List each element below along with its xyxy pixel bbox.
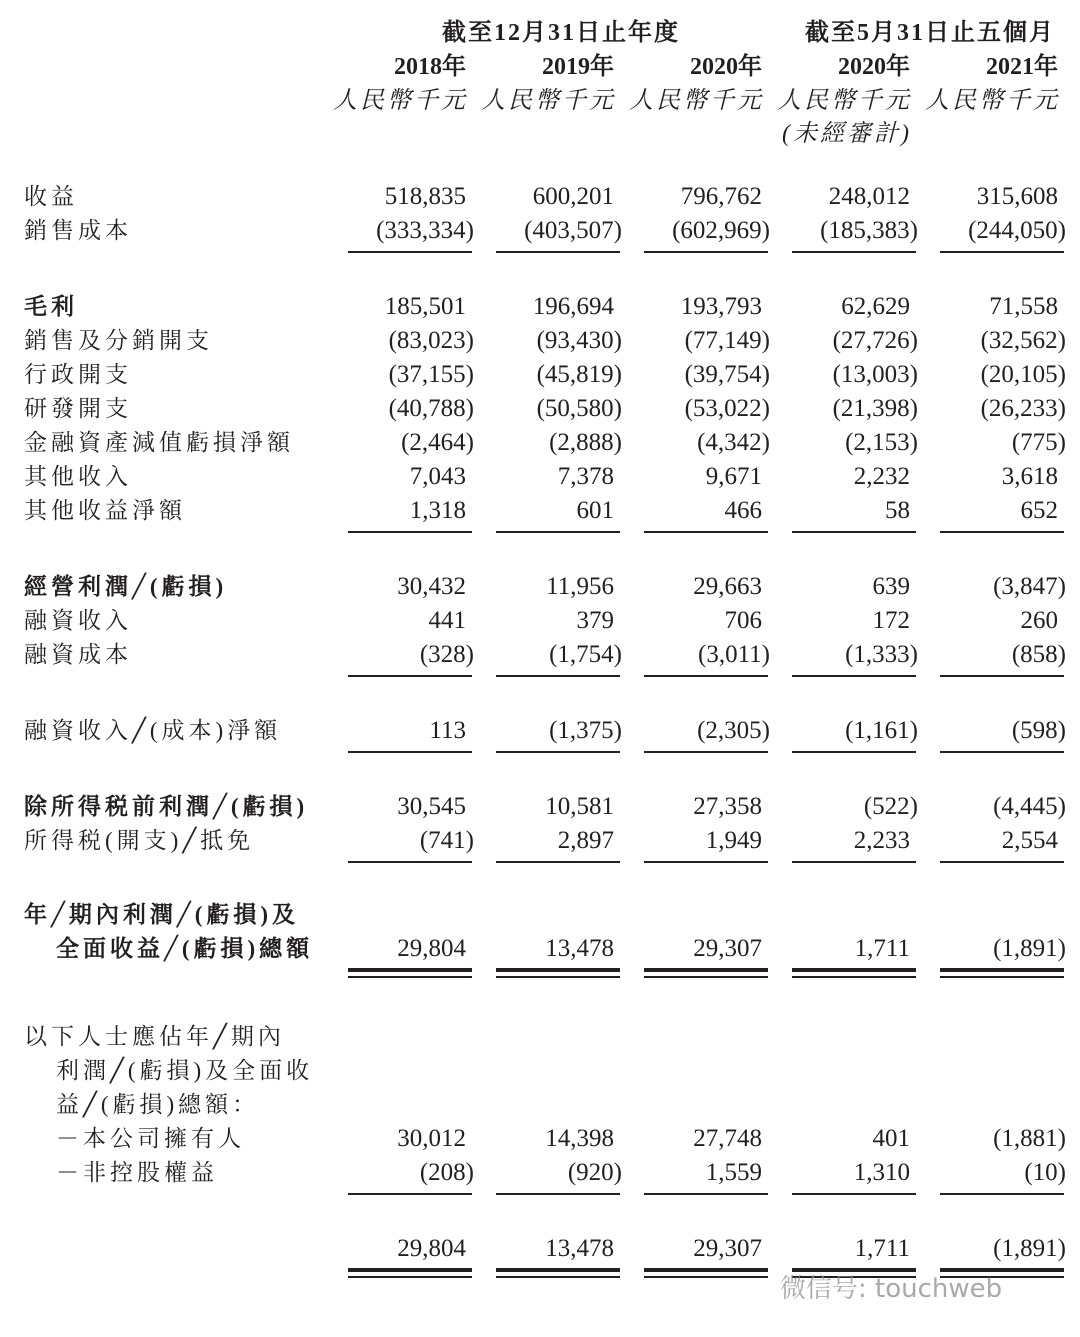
row-value: (1,754) (549, 641, 622, 668)
row-value: 27,748 (693, 1125, 762, 1152)
row-value: 7,378 (557, 463, 614, 490)
row-value: 30,545 (397, 793, 466, 820)
row-value: 1,711 (854, 935, 910, 962)
row-value: (602,969) (672, 217, 770, 244)
row-value: 9,671 (705, 463, 762, 490)
row-value: 11,956 (546, 573, 614, 600)
double-underline (496, 1268, 620, 1272)
underline (644, 861, 768, 863)
row-value: (37,155) (388, 361, 474, 388)
underline (792, 751, 916, 753)
row-value: 2,232 (853, 463, 910, 490)
row-value: (4,342) (697, 429, 770, 456)
row-value: 113 (429, 717, 466, 744)
underline (940, 861, 1064, 863)
row-value: (598) (1011, 717, 1066, 744)
row-label: 全面收益╱(虧損)總額 (56, 936, 314, 961)
row-value: (3,011) (698, 641, 770, 668)
double-underline (496, 968, 620, 972)
row-value: (333,334) (376, 217, 474, 244)
double-underline (348, 976, 472, 978)
column-note: (未經審計) (782, 121, 912, 147)
row-value: 601 (576, 497, 614, 524)
underline (496, 751, 620, 753)
row-value: 639 (872, 573, 910, 600)
row-value: (40,788) (388, 395, 474, 422)
row-value: 2,554 (1001, 827, 1058, 854)
row-value: (1,333) (845, 641, 918, 668)
row-value: 260 (1020, 607, 1058, 634)
row-value: (1,161) (845, 717, 918, 744)
column-year: 2020年 (690, 54, 762, 80)
column-unit: 人民幣千元 (481, 88, 616, 114)
row-value: (208) (419, 1159, 474, 1186)
row-value: (328) (419, 641, 474, 668)
row-value: (2,888) (549, 429, 622, 456)
row-label: 融資成本 (24, 642, 132, 667)
header-group-five-months: 截至5月31日止五個月 (805, 20, 1055, 46)
row-label: 利潤╱(虧損)及全面收 (56, 1058, 314, 1083)
row-value: 62,629 (841, 293, 910, 320)
row-value: (27,726) (832, 327, 918, 354)
row-value: (3,847) (993, 573, 1066, 600)
underline (348, 531, 472, 533)
underline (348, 751, 472, 753)
row-value: (32,562) (980, 327, 1066, 354)
row-value: 2,897 (557, 827, 614, 854)
row-label: 其他收益淨額 (24, 498, 186, 523)
row-value: (2,153) (845, 429, 918, 456)
double-underline (348, 1276, 472, 1278)
row-label: 融資收入╱(成本)淨額 (24, 718, 282, 743)
underline (940, 531, 1064, 533)
row-value: (522) (863, 793, 918, 820)
row-value: 466 (724, 497, 762, 524)
double-underline (496, 1276, 620, 1278)
row-value: (21,398) (832, 395, 918, 422)
row-label: 除所得税前利潤╱(虧損) (24, 794, 309, 819)
row-value: 1,559 (705, 1159, 762, 1186)
row-label: 以下人士應佔年╱期內 (24, 1024, 285, 1049)
underline (496, 675, 620, 677)
row-value: (77,149) (684, 327, 770, 354)
underline (644, 1193, 768, 1195)
row-value: (2,464) (401, 429, 474, 456)
double-underline (792, 976, 916, 978)
underline (644, 531, 768, 533)
row-value: (2,305) (697, 717, 770, 744)
row-label: 收益 (24, 184, 78, 209)
row-value: 30,012 (397, 1125, 466, 1152)
row-value: 1,318 (409, 497, 466, 524)
double-underline (644, 976, 768, 978)
underline (348, 675, 472, 677)
column-unit: 人民幣千元 (925, 88, 1060, 114)
underline (940, 751, 1064, 753)
row-value: (920) (567, 1159, 622, 1186)
row-value: (244,050) (968, 217, 1066, 244)
row-label: 所得税(開支)╱抵免 (24, 828, 255, 853)
double-underline (940, 976, 1064, 978)
column-year: 2020年 (838, 54, 910, 80)
row-value: (1,891) (993, 1235, 1066, 1262)
underline (792, 675, 916, 677)
double-underline (792, 968, 916, 972)
row-label: 其他收入 (24, 464, 132, 489)
row-label: 經營利潤╱(虧損) (24, 574, 228, 599)
column-year: 2021年 (986, 54, 1058, 80)
row-value: 315,608 (976, 183, 1058, 210)
underline (348, 861, 472, 863)
row-value: 29,663 (693, 573, 762, 600)
row-label: 銷售成本 (24, 218, 132, 243)
row-value: (50,580) (536, 395, 622, 422)
row-value: 185,501 (384, 293, 466, 320)
row-value: 71,558 (989, 293, 1058, 320)
row-label: 融資收入 (24, 608, 132, 633)
underline (792, 251, 916, 253)
row-value: 248,012 (828, 183, 910, 210)
underline (496, 861, 620, 863)
double-underline (348, 1268, 472, 1272)
underline (348, 251, 472, 253)
row-label: 毛利 (24, 294, 78, 319)
row-value: 7,043 (409, 463, 466, 490)
row-value: 193,793 (680, 293, 762, 320)
row-label: 益╱(虧損)總額： (56, 1092, 260, 1117)
double-underline (644, 1268, 768, 1272)
underline (792, 1193, 916, 1195)
row-value: 10,581 (545, 793, 614, 820)
underline (792, 861, 916, 863)
double-underline (940, 968, 1064, 972)
row-value: (39,754) (684, 361, 770, 388)
row-value: 518,835 (384, 183, 466, 210)
column-unit: 人民幣千元 (777, 88, 912, 114)
row-value: 706 (724, 607, 762, 634)
row-value: 30,432 (397, 573, 466, 600)
row-value: (775) (1011, 429, 1066, 456)
row-value: (1,891) (993, 935, 1066, 962)
double-underline (348, 968, 472, 972)
column-year: 2019年 (542, 54, 614, 80)
row-value: (185,383) (820, 217, 918, 244)
double-underline (644, 1276, 768, 1278)
row-value: 14,398 (545, 1125, 614, 1152)
row-value: 29,804 (397, 1235, 466, 1262)
row-value: (10) (1024, 1159, 1066, 1186)
row-value: 29,307 (693, 935, 762, 962)
row-value: 29,307 (693, 1235, 762, 1262)
row-label: 行政開支 (24, 362, 132, 387)
underline (348, 1193, 472, 1195)
underline (940, 1193, 1064, 1195)
row-label: －本公司擁有人 (56, 1126, 245, 1151)
row-value: 652 (1020, 497, 1058, 524)
underline (940, 675, 1064, 677)
wechat-watermark: 微信号: touchweb (780, 1274, 1003, 1304)
row-value: (4,445) (993, 793, 1066, 820)
row-value: (403,507) (524, 217, 622, 244)
row-value: 196,694 (532, 293, 614, 320)
row-value: (83,023) (388, 327, 474, 354)
underline (644, 751, 768, 753)
underline (496, 251, 620, 253)
row-label: 年╱期內利潤╱(虧損)及 (24, 902, 300, 927)
row-value: 29,804 (397, 935, 466, 962)
row-value: (53,022) (684, 395, 770, 422)
row-value: (45,819) (536, 361, 622, 388)
row-value: 13,478 (545, 935, 614, 962)
row-value: (26,233) (980, 395, 1066, 422)
row-value: (20,105) (980, 361, 1066, 388)
underline (940, 251, 1064, 253)
double-underline (644, 968, 768, 972)
row-value: 796,762 (680, 183, 762, 210)
row-value: 3,618 (1001, 463, 1058, 490)
double-underline (496, 976, 620, 978)
underline (644, 675, 768, 677)
row-value: 172 (872, 607, 910, 634)
row-value: 2,233 (853, 827, 910, 854)
header-group-annual: 截至12月31日止年度 (442, 20, 680, 46)
row-value: (858) (1011, 641, 1066, 668)
row-value: 1,949 (705, 827, 762, 854)
underline (792, 531, 916, 533)
row-value: (1,881) (993, 1125, 1066, 1152)
column-unit: 人民幣千元 (629, 88, 764, 114)
underline (496, 1193, 620, 1195)
row-value: 13,478 (545, 1235, 614, 1262)
row-label: 銷售及分銷開支 (24, 328, 213, 353)
row-value: 1,310 (853, 1159, 910, 1186)
row-value: 27,358 (693, 793, 762, 820)
column-unit: 人民幣千元 (333, 88, 468, 114)
row-value: (1,375) (549, 717, 622, 744)
column-year: 2018年 (394, 54, 466, 80)
row-value: (93,430) (536, 327, 622, 354)
underline (644, 251, 768, 253)
row-label: 研發開支 (24, 396, 132, 421)
row-value: 379 (576, 607, 614, 634)
underline (496, 531, 620, 533)
row-value: (741) (419, 827, 474, 854)
row-label: －非控股權益 (56, 1160, 218, 1185)
row-value: 58 (885, 497, 910, 524)
row-value: 1,711 (854, 1235, 910, 1262)
row-value: (13,003) (832, 361, 918, 388)
row-value: 600,201 (532, 183, 614, 210)
row-label: 金融資產減值虧損淨額 (24, 430, 294, 455)
row-value: 441 (428, 607, 466, 634)
row-value: 401 (872, 1125, 910, 1152)
